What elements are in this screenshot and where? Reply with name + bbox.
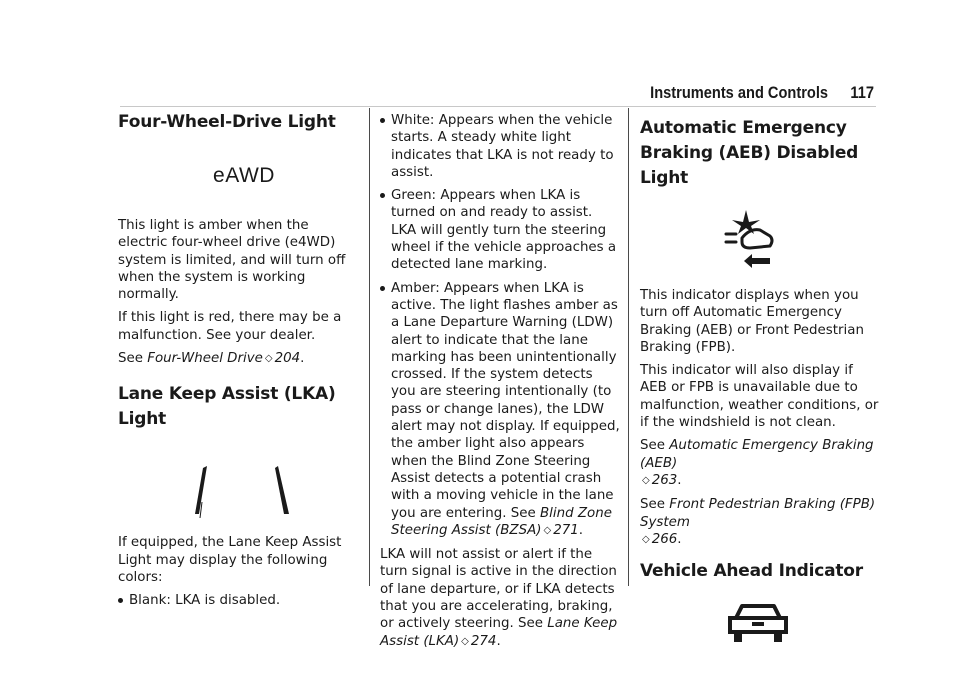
page-ref-204[interactable]: 204 xyxy=(274,351,301,367)
fwd-paragraph-1: This light is amber when the electric four-wheel drive (e4WD) system is limited, and will turn off when the system is working normally. xyxy=(118,218,346,303)
lka-intro: If equipped, the Lane Keep Assist Light may display the following colors: xyxy=(118,535,342,585)
vehicle-ahead-heading: Vehicle Ahead Indicator xyxy=(640,561,863,582)
section-title: Instruments and Controls xyxy=(650,83,829,102)
four-wheel-drive-link[interactable]: Four-Wheel Drive xyxy=(147,351,263,367)
aeb-link[interactable]: Automatic Emergency Braking (AEB) xyxy=(640,438,874,471)
page-ref-arrow-icon: ◇ xyxy=(543,524,552,536)
vehicle-ahead-icon xyxy=(636,584,880,664)
lane-keep-assist-icon xyxy=(118,432,358,534)
aeb-paragraph-1: This indicator displays when you turn off Automatic Emergency Braking (AEB) or Front Pedestrian Braking (FPB). xyxy=(640,288,864,355)
running-header xyxy=(604,80,874,106)
page-ref-263[interactable]: 263 xyxy=(651,472,678,488)
eawd-icon-text: eAWD xyxy=(213,164,275,188)
bullet-white: White: Appears when the vehicle starts. A steady white light indicates that LKA is not ready to assist. xyxy=(380,112,620,181)
header-rule xyxy=(120,106,876,107)
bzsa-link[interactable]: Blind Zone Steering Assist (BZSA) xyxy=(391,505,612,538)
lka-limitations-paragraph: LKA will not assist or alert if the turn signal is active in the direction of lane departure, or if LKA detects that you are accelerating, braking, or actively steering. See Lane Keep Assist (LKA) ◇ 274. xyxy=(380,547,618,649)
aeb-car-collision-icon xyxy=(720,206,780,272)
bullet-blank: Blank: LKA is disabled. xyxy=(118,592,358,609)
fpb-link[interactable]: Front Pedestrian Braking (FPB) System xyxy=(640,497,876,530)
aeb-paragraph-2: This indicator will also display if AEB or FPB is unavailable due to malfunction, weather conditions, or if the windshield is not clean. xyxy=(640,363,879,431)
page-number: 117 xyxy=(850,83,874,102)
column-2 xyxy=(380,108,620,657)
fwd-see-reference: See Four-Wheel Drive ◇ 204. xyxy=(118,351,305,367)
car-front-icon xyxy=(726,600,790,648)
lka-link[interactable]: Lane Keep Assist (LKA) xyxy=(380,616,618,649)
page-ref-arrow-icon: ◇ xyxy=(642,474,650,486)
bullet-green: Green: Appears when LKA is turned on and ready to assist. LKA will gently turn the steering wheel if the vehicle approaches a detected lane marking. xyxy=(380,187,620,273)
page-ref-arrow-icon: ◇ xyxy=(642,533,650,545)
fpb-see-reference: See Front Pedestrian Braking (FPB) System ◇ 266. xyxy=(640,497,876,547)
eawd-icon xyxy=(130,135,358,217)
lane-lines-icon xyxy=(118,432,358,534)
page-ref-274[interactable]: 274 xyxy=(470,633,497,649)
four-wheel-drive-light-heading: Four-Wheel-Drive Light xyxy=(118,112,336,132)
column-1 xyxy=(118,108,358,616)
column-divider-1 xyxy=(369,108,370,586)
lka-light-heading: Lane Keep Assist (LKA) Light xyxy=(118,384,336,430)
fwd-paragraph-2: If this light is red, there may be a malfunction. See your dealer. xyxy=(118,310,342,343)
page-ref-arrow-icon: ◇ xyxy=(264,353,273,365)
column-3 xyxy=(640,108,880,664)
column-divider-2 xyxy=(628,108,629,586)
aeb-disabled-icon xyxy=(620,191,880,287)
aeb-see-reference: See Automatic Emergency Braking (AEB) ◇ 263. xyxy=(640,438,874,488)
page-ref-271[interactable]: 271 xyxy=(553,522,579,538)
page-ref-266[interactable]: 266 xyxy=(651,531,678,547)
aeb-disabled-heading: Automatic Emergency Braking (AEB) Disabled Light xyxy=(640,118,859,188)
page-ref-arrow-icon: ◇ xyxy=(461,635,469,647)
bullet-amber: Amber: Appears when LKA is active. The light flashes amber as a Lane Departure Warning (LDW) alert to indicate that the lane marking has been unintentionally crossed. If the system detects you are steering intentionally (to pass or change lanes), the LDW alert may not display. If equipped, the amber light also appears when the Blind Zone Steering Assist detects a potential crash with a moving vehicle in the lane you are entering. See Blind Zone Steering Assist (BZSA) ◇ 271. xyxy=(380,280,620,540)
